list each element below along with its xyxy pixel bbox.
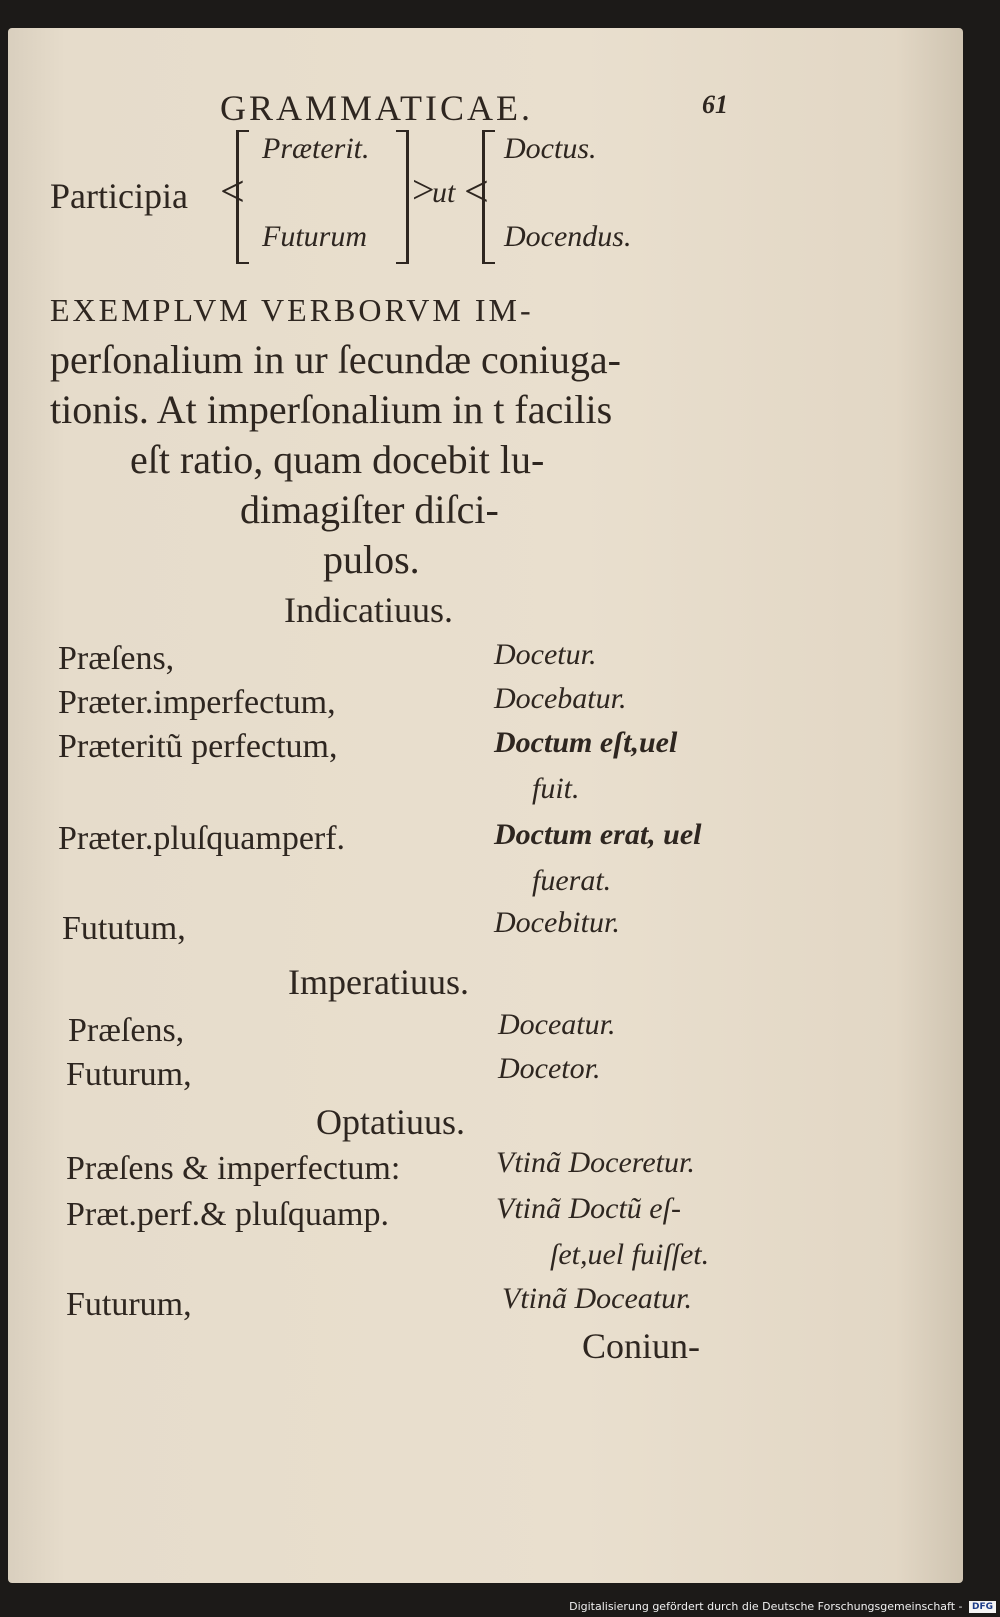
row-form: Docebitur. [494,906,620,939]
participle-tense-future: Futurum [262,220,367,253]
section-title-imperative: Imperatiuus. [288,962,469,1002]
row-form: Vtinã Doceatur. [502,1282,692,1315]
book-page [8,28,963,1583]
row-form: Docetur. [494,638,597,671]
row-tense: Præſens & imperfectum: [66,1150,401,1187]
row-tense: Præter.imperfectum, [58,684,336,721]
heading-line-6: pulos. [323,537,420,582]
row-form: Doceatur. [498,1008,616,1041]
row-form-continued: ſet,uel fuiſſet. [550,1238,710,1271]
left-brace-icon: < [220,167,245,216]
row-tense: Futurum, [66,1056,192,1093]
row-form-continued: fuerat. [532,864,612,897]
heading-line-5: dimagiſter diſci- [240,487,499,532]
row-form: Doctum eſt,uel [494,726,678,759]
participle-example-doctus: Doctus. [504,132,597,165]
running-title: GRAMMATICAE. [220,88,534,128]
right-brace-icon: > [412,167,435,212]
heading-line-2: perſonalium in ur ſecundæ coniuga- [50,337,621,382]
participle-tense-past: Præterit. [262,132,370,165]
row-form: Vtinã Doctũ eſ- [496,1192,681,1225]
row-tense: Præſens, [58,640,175,677]
row-form-continued: fuit. [532,772,580,805]
row-tense: Futurum, [66,1286,192,1323]
participia-ut: ut [432,176,456,209]
row-tense: Præter.pluſquamperf. [58,820,346,857]
dfg-logo-icon: DFG [969,1601,996,1613]
row-tense: Fututum, [62,910,186,947]
row-tense: Præt.perf.& pluſquamp. [66,1196,389,1233]
catchword: Coniun- [582,1326,701,1366]
heading-line-3: tionis. At imperſonalium in t facilis [50,387,613,432]
bracket-close-icon [396,130,409,264]
row-form: Docebatur. [494,682,627,715]
bracket-open-icon [236,130,249,264]
row-tense: Præteritũ perfectum, [58,728,338,765]
section-title-optative: Optatiuus. [316,1102,465,1142]
credit-text: Digitalisierung gefördert durch die Deutsche Forschungsgemeinschaft - [569,1600,963,1613]
participia-label: Participia [50,176,188,216]
row-form: Doctum erat, uel [494,818,702,851]
page-number: 61 [702,90,728,119]
section-title-indicative: Indicatiuus. [284,590,453,630]
example-brace-icon: < [464,167,489,216]
row-form: Vtinã Doceretur. [496,1146,695,1179]
heading-line-1: EXEMPLVM VERBORVM IM- [50,292,534,328]
heading-line-4: eſt ratio, quam docebit lu- [130,437,545,482]
row-tense: Præſens, [68,1012,185,1049]
digitization-credit [569,1600,996,1613]
example-bracket-icon [482,130,495,264]
participle-example-docendus: Docendus. [504,220,632,253]
row-form: Docetor. [498,1052,601,1085]
